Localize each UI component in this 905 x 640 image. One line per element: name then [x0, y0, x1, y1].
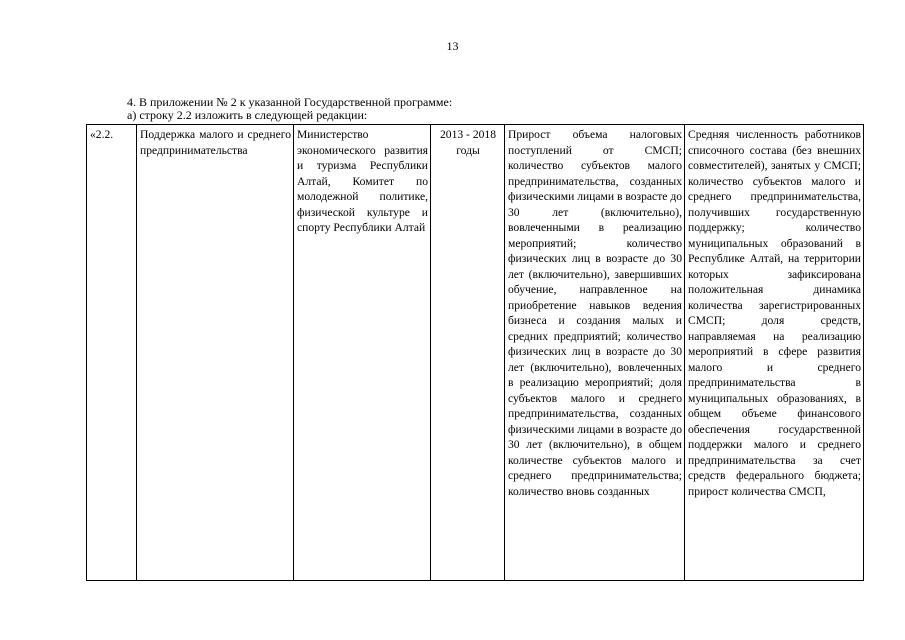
measure-name-cell — [137, 125, 294, 581]
period-unit: годы — [456, 143, 480, 157]
program-row-table — [86, 124, 864, 581]
expected-results-cell — [505, 125, 685, 581]
intro-text — [127, 96, 452, 122]
intro-line-2: а) строку 2.2 изложить в следующей редакции: — [127, 108, 368, 122]
intro-line-1: 4. В приложении № 2 к указанной Государственной программе: — [127, 95, 453, 109]
period-years: 2013 - 2018 — [439, 128, 497, 141]
measure-name: Поддержка малого и среднего предпринимательства — [140, 128, 291, 157]
executor-text: Министерство экономического развития и туризма Республики Алтай, Комитет по молодежной политике, физической культуре и спорту Республики Алтай — [297, 128, 428, 234]
expected-results-text: Прирост объема налоговых поступлений от СМСП; количество субъектов малого предпринимательства, созданных физическими лицами в возрасте до 30 лет (включительно), вовлеченными в реализацию мероприятий; количество физических лиц в возрасте до 30 лет (включительно), завершивших обучение, направленное на приобретение навыков ведения бизнеса и создания малых и средних предприятий; количество физических лиц в возрасте до 30 лет (включительно), вовлеченных в реализацию мероприятий; доля субъектов малого и среднего предпринимательства, созданных физическими лицами в возрасте до 30 лет (включительно), в общем количестве субъектов малого и среднего предпринимательства; количество вновь созданных — [508, 128, 683, 498]
row-number: «2.2. — [90, 128, 114, 141]
row-number-cell — [87, 125, 137, 581]
indicators-cell — [685, 125, 864, 581]
page-number: 13 — [446, 39, 459, 53]
table-row — [87, 125, 864, 581]
executor-cell — [294, 125, 431, 581]
period-cell — [431, 125, 505, 581]
indicators-text: Средняя численность работников списочного состава (без внешних совместителей), занятых у СМСП; количество субъектов малого и среднего предпринимательства, получивших государственную поддержку; количество муниципальных образований в Республике Алтай, на территории которых зафиксирована положительная динамика количества зарегистрированных СМСП; доля средств, направляемая на реализацию мероприятий в сфере развития малого и среднего предпринимательства в муниципальных образованиях, в общем объеме финансового обеспечения государственной поддержки малого и среднего предпринимательства за счет средств федерального бюджета; прирост количества СМСП, — [688, 128, 861, 498]
